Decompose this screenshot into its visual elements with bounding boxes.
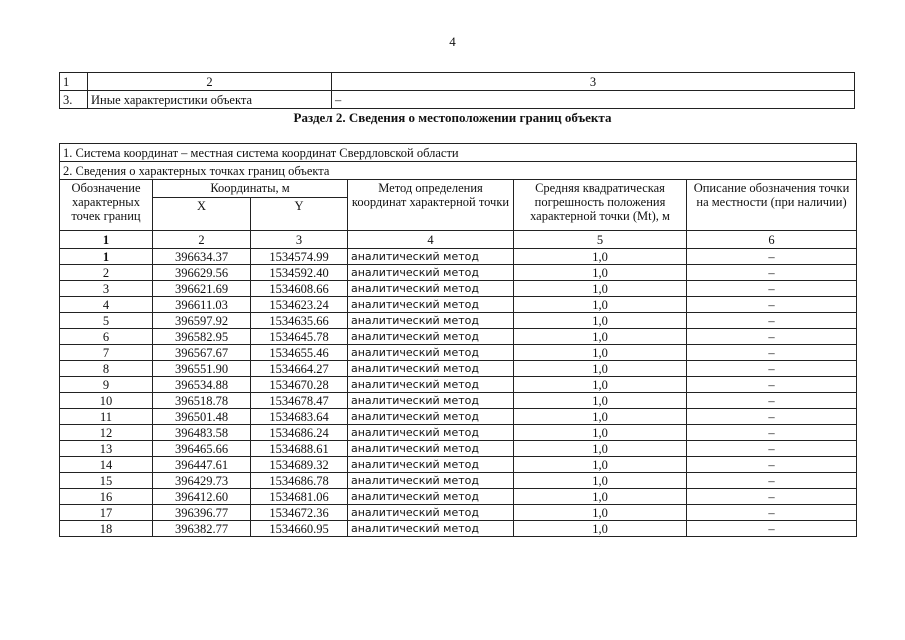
- row-label: Иные характеристики объекта: [88, 91, 332, 109]
- header-cell: 3: [332, 73, 855, 91]
- coord-y: 1534686.24: [251, 425, 348, 441]
- accuracy: 1,0: [514, 393, 687, 409]
- description: –: [687, 441, 857, 457]
- accuracy: 1,0: [514, 441, 687, 457]
- column-number: 2: [153, 231, 251, 249]
- coord-y: 1534660.95: [251, 521, 348, 537]
- table-row: [60, 281, 857, 297]
- coord-x: 396447.61: [153, 457, 251, 473]
- column-number: 4: [348, 231, 514, 249]
- table-row: [60, 329, 857, 345]
- description: –: [687, 313, 857, 329]
- coord-y: 1534592.40: [251, 265, 348, 281]
- method: аналитический метод: [348, 361, 514, 377]
- description: –: [687, 265, 857, 281]
- accuracy: 1,0: [514, 361, 687, 377]
- table-row: [60, 297, 857, 313]
- column-header-row: [60, 180, 857, 198]
- point-number: 5: [60, 313, 153, 329]
- coord-x: 396412.60: [153, 489, 251, 505]
- method: аналитический метод: [348, 377, 514, 393]
- points-title: 2. Сведения о характерных точках границ объекта: [60, 162, 857, 180]
- accuracy: 1,0: [514, 249, 687, 265]
- description: –: [687, 489, 857, 505]
- table-row: [60, 345, 857, 361]
- method: аналитический метод: [348, 425, 514, 441]
- table-row: [60, 409, 857, 425]
- coord-system: 1. Система координат – местная система координат Свердловской области: [60, 144, 857, 162]
- coord-x: 396597.92: [153, 313, 251, 329]
- description: –: [687, 505, 857, 521]
- accuracy: 1,0: [514, 265, 687, 281]
- coord-x: 396465.66: [153, 441, 251, 457]
- header-cell: 1: [60, 73, 88, 91]
- accuracy: 1,0: [514, 297, 687, 313]
- point-number: 18: [60, 521, 153, 537]
- object-characteristics-table: [59, 72, 855, 109]
- coord-y: 1534683.64: [251, 409, 348, 425]
- coord-y: 1534686.78: [251, 473, 348, 489]
- col-method: Метод определения координат характерной точки: [348, 180, 514, 231]
- method: аналитический метод: [348, 249, 514, 265]
- accuracy: 1,0: [514, 409, 687, 425]
- table-row: [60, 489, 857, 505]
- table-row: [60, 521, 857, 537]
- table-row: [60, 393, 857, 409]
- point-number: 15: [60, 473, 153, 489]
- description: –: [687, 361, 857, 377]
- method: аналитический метод: [348, 505, 514, 521]
- point-number: 12: [60, 425, 153, 441]
- description: –: [687, 393, 857, 409]
- coord-y: 1534608.66: [251, 281, 348, 297]
- point-number: 1: [60, 249, 153, 265]
- section-title: Раздел 2. Сведения о местоположении границ объекта: [293, 110, 612, 125]
- coord-y: 1534635.66: [251, 313, 348, 329]
- point-number: 13: [60, 441, 153, 457]
- table-row: [60, 249, 857, 265]
- col-coordinates: Координаты, м: [153, 180, 348, 198]
- points-title-row: [60, 162, 857, 180]
- accuracy: 1,0: [514, 489, 687, 505]
- coord-y: 1534623.24: [251, 297, 348, 313]
- coord-y: 1534672.36: [251, 505, 348, 521]
- column-number: 1: [60, 231, 153, 249]
- col-x: X: [153, 198, 251, 231]
- accuracy: 1,0: [514, 521, 687, 537]
- table-row: [60, 505, 857, 521]
- accuracy: 1,0: [514, 505, 687, 521]
- accuracy: 1,0: [514, 345, 687, 361]
- coord-y: 1534688.61: [251, 441, 348, 457]
- description: –: [687, 281, 857, 297]
- point-number: 9: [60, 377, 153, 393]
- header-cell: 2: [88, 73, 332, 91]
- description: –: [687, 409, 857, 425]
- description: –: [687, 457, 857, 473]
- method: аналитический метод: [348, 473, 514, 489]
- table-row: [60, 265, 857, 281]
- point-number: 11: [60, 409, 153, 425]
- coord-y: 1534681.06: [251, 489, 348, 505]
- point-number: 14: [60, 457, 153, 473]
- method: аналитический метод: [348, 329, 514, 345]
- method: аналитический метод: [348, 281, 514, 297]
- accuracy: 1,0: [514, 425, 687, 441]
- point-number: 10: [60, 393, 153, 409]
- table-row: [60, 91, 855, 109]
- coord-x: 396382.77: [153, 521, 251, 537]
- coord-y: 1534664.27: [251, 361, 348, 377]
- boundary-points-table: [59, 143, 857, 537]
- description: –: [687, 329, 857, 345]
- row-value: –: [332, 91, 855, 109]
- coord-x: 396551.90: [153, 361, 251, 377]
- coord-y: 1534645.78: [251, 329, 348, 345]
- description: –: [687, 473, 857, 489]
- coord-x: 396518.78: [153, 393, 251, 409]
- description: –: [687, 521, 857, 537]
- coord-x: 396396.77: [153, 505, 251, 521]
- accuracy: 1,0: [514, 457, 687, 473]
- coord-x: 396429.73: [153, 473, 251, 489]
- table-row: [60, 377, 857, 393]
- page-number: 4: [449, 34, 456, 49]
- column-number-row: [60, 231, 857, 249]
- description: –: [687, 297, 857, 313]
- point-number: 8: [60, 361, 153, 377]
- method: аналитический метод: [348, 457, 514, 473]
- accuracy: 1,0: [514, 473, 687, 489]
- method: аналитический метод: [348, 521, 514, 537]
- coord-y: 1534574.99: [251, 249, 348, 265]
- method: аналитический метод: [348, 345, 514, 361]
- col-designation: Обозначение характерных точек границ: [60, 180, 153, 231]
- coord-x: 396629.56: [153, 265, 251, 281]
- coord-system-row: [60, 144, 857, 162]
- table-header-row: [60, 73, 855, 91]
- description: –: [687, 345, 857, 361]
- coord-x: 396634.37: [153, 249, 251, 265]
- accuracy: 1,0: [514, 377, 687, 393]
- table-row: [60, 457, 857, 473]
- method: аналитический метод: [348, 409, 514, 425]
- coord-x: 396567.67: [153, 345, 251, 361]
- point-number: 4: [60, 297, 153, 313]
- point-number: 17: [60, 505, 153, 521]
- description: –: [687, 377, 857, 393]
- coord-x: 396621.69: [153, 281, 251, 297]
- accuracy: 1,0: [514, 281, 687, 297]
- row-number: 3.: [60, 91, 88, 109]
- coord-y: 1534678.47: [251, 393, 348, 409]
- col-description: Описание обозначения точки на местности (при наличии): [687, 180, 857, 231]
- method: аналитический метод: [348, 265, 514, 281]
- table-row: [60, 361, 857, 377]
- accuracy: 1,0: [514, 313, 687, 329]
- method: аналитический метод: [348, 297, 514, 313]
- method: аналитический метод: [348, 313, 514, 329]
- table-row: [60, 425, 857, 441]
- col-y: Y: [251, 198, 348, 231]
- coord-x: 396582.95: [153, 329, 251, 345]
- coord-x: 396611.03: [153, 297, 251, 313]
- point-number: 2: [60, 265, 153, 281]
- description: –: [687, 425, 857, 441]
- column-number: 3: [251, 231, 348, 249]
- method: аналитический метод: [348, 489, 514, 505]
- method: аналитический метод: [348, 393, 514, 409]
- point-number: 3: [60, 281, 153, 297]
- column-number: 5: [514, 231, 687, 249]
- coord-x: 396483.58: [153, 425, 251, 441]
- coord-x: 396534.88: [153, 377, 251, 393]
- column-number: 6: [687, 231, 857, 249]
- coord-x: 396501.48: [153, 409, 251, 425]
- point-number: 7: [60, 345, 153, 361]
- point-number: 6: [60, 329, 153, 345]
- description: –: [687, 249, 857, 265]
- coord-y: 1534689.32: [251, 457, 348, 473]
- coord-y: 1534670.28: [251, 377, 348, 393]
- coord-y: 1534655.46: [251, 345, 348, 361]
- table-row: [60, 441, 857, 457]
- table-row: [60, 313, 857, 329]
- point-number: 16: [60, 489, 153, 505]
- table-row: [60, 473, 857, 489]
- col-accuracy: Средняя квадратическая погрешность положения характерной точки (Mt), м: [514, 180, 687, 231]
- accuracy: 1,0: [514, 329, 687, 345]
- method: аналитический метод: [348, 441, 514, 457]
